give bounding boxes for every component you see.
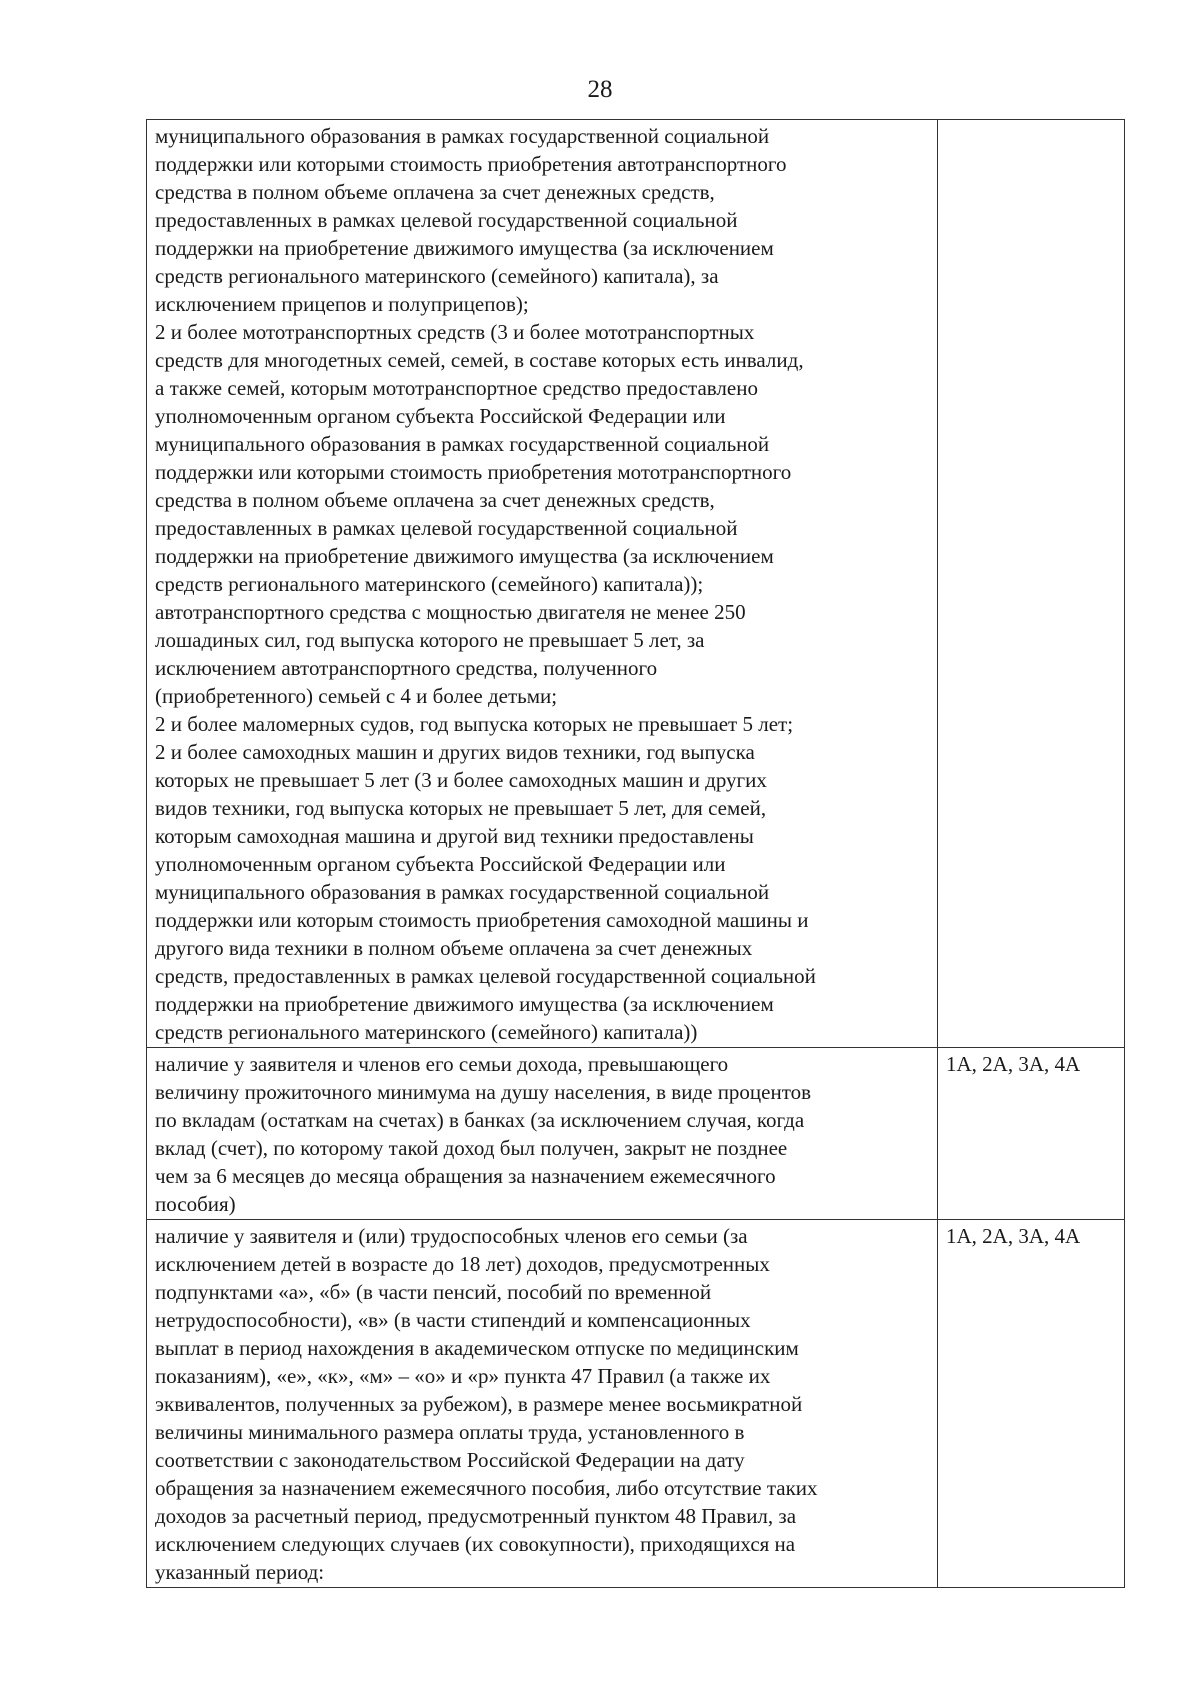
- criteria-code-cell: [938, 120, 1125, 1048]
- table-row: [147, 1220, 1125, 1588]
- criteria-code-cell: 1А, 2А, 3А, 4А: [938, 1220, 1125, 1588]
- criteria-text-cell: наличие у заявителя и членов его семьи дохода, превышающего величину прожиточного минимума на душу населения, в виде процентов по вкладам (остаткам на счетах) в банках (за исключением случая, когда вклад (счет), по которому такой доход был получен, закрыт не позднее чем за 6 месяцев до месяца обращения за назначением ежемесячного пособия): [147, 1048, 938, 1220]
- criteria-table: [146, 119, 1125, 1588]
- table-row: [147, 1048, 1125, 1220]
- criteria-text-cell: муниципального образования в рамках государственной социальной поддержки или которыми стоимость приобретения автотранспортного средства в полном объеме оплачена за счет денежных средств, предоставленных в рамках целевой государственной социальной поддержки на приобретение движимого имущества (за исключением средств регионального материнского (семейного) капитала), за исключением прицепов и полуприцепов); 2 и более мототранспортных средств (3 и более мототранспортных средств для многодетных семей, семей, в составе которых есть инвалид, а также семей, которым мототранспортное средство предоставлено уполномоченным органом субъекта Российской Федерации или муниципального образования в рамках государственной социальной поддержки или которыми стоимость приобретения мототранспортного средства в полном объеме оплачена за счет денежных средств, предоставленных в рамках целевой государственной социальной поддержки на приобретение движимого имущества (за исключением средств регионального материнского (семейного) капитала)); автотранспортного средства с мощностью двигателя не менее 250 лошадиных сил, год выпуска которого не превышает 5 лет, за исключением автотранспортного средства, полученного (приобретенного) семьей с 4 и более детьми; 2 и более маломерных судов, год выпуска которых не превышает 5 лет; 2 и более самоходных машин и других видов техники, год выпуска которых не превышает 5 лет (3 и более самоходных машин и других видов техники, год выпуска которых не превышает 5 лет, для семей, которым самоходная машина и другой вид техники предоставлены уполномоченным органом субъекта Российской Федерации или муниципального образования в рамках государственной социальной поддержки или которым стоимость приобретения самоходной машины и другого вида техники в полном объеме оплачена за счет денежных средств, предоставленных в рамках целевой государственной социальной поддержки на приобретение движимого имущества (за исключением средств регионального материнского (семейного) капитала)): [147, 120, 938, 1048]
- criteria-text-cell: наличие у заявителя и (или) трудоспособных членов его семьи (за исключением детей в возрасте до 18 лет) доходов, предусмотренных подпунктами «а», «б» (в части пенсий, пособий по временной нетрудоспособности), «в» (в части стипендий и компенсационных выплат в период нахождения в академическом отпуске по медицинским показаниям), «е», «к», «м» – «о» и «р» пункта 47 Правил (а также их эквивалентов, полученных за рубежом), в размере менее восьмикратной величины минимального размера оплаты труда, установленного в соответствии с законодательством Российской Федерации на дату обращения за назначением ежемесячного пособия, либо отсутствие таких доходов за расчетный период, предусмотренный пунктом 48 Правил, за исключением следующих случаев (их совокупности), приходящихся на указанный период:: [147, 1220, 938, 1588]
- table-row: [147, 120, 1125, 1048]
- criteria-code-cell: 1А, 2А, 3А, 4А: [938, 1048, 1125, 1220]
- page-number: 28: [587, 76, 613, 103]
